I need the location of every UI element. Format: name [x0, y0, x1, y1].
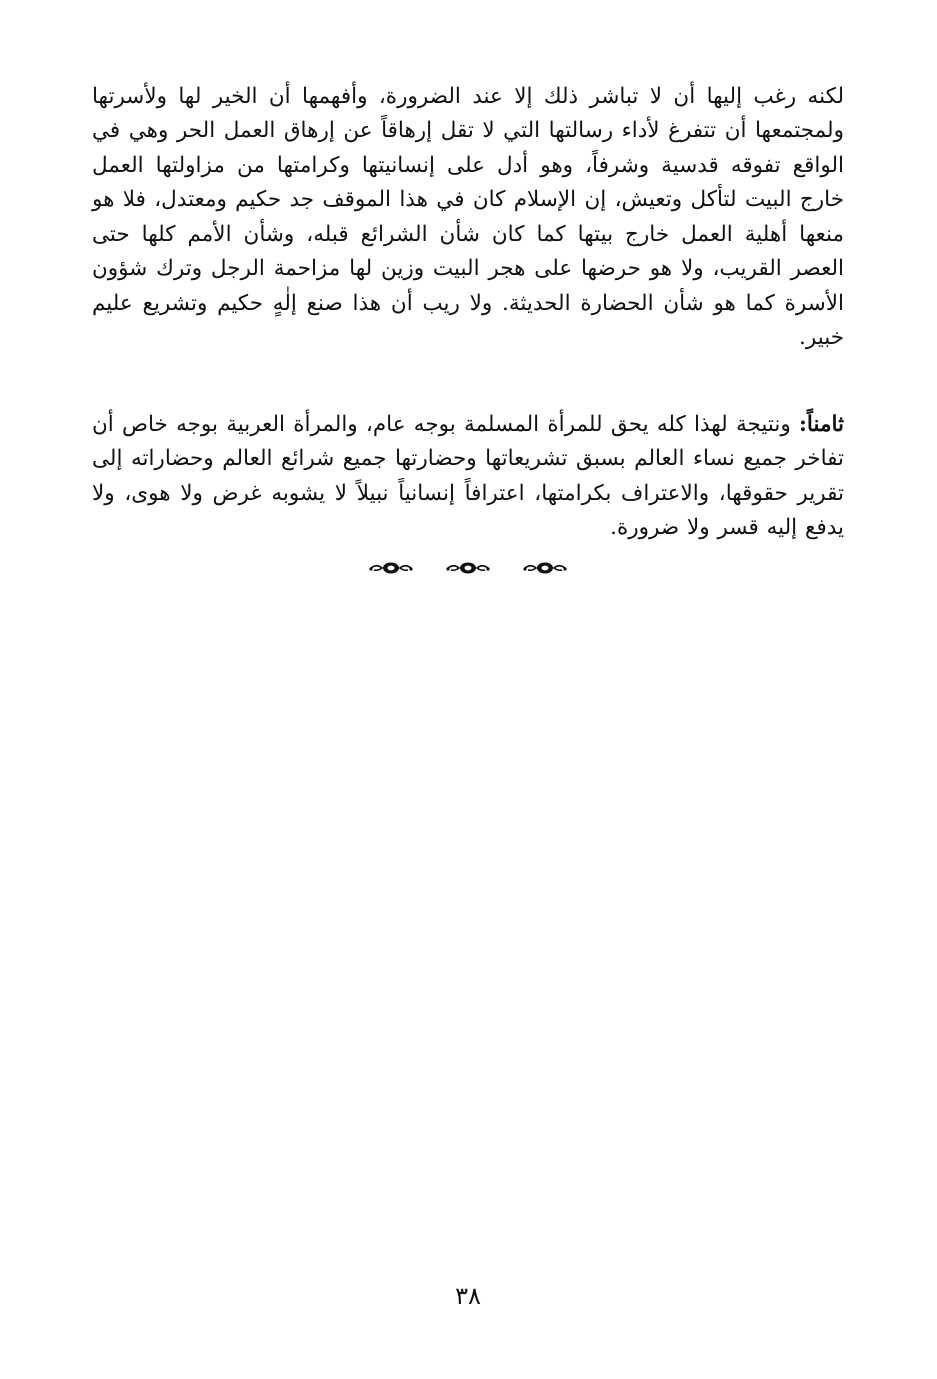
paragraph-lead-heading: ثامناً:	[798, 411, 844, 437]
body-paragraph-2	[92, 408, 844, 546]
section-divider-ornament	[368, 558, 568, 578]
ornament-icon	[522, 560, 568, 576]
page-number: ٣٨	[455, 1282, 481, 1310]
paragraph-2-text: ونتيجة لهذا كله يحق للمرأة المسلمة بوجه عام، والمرأة العربية بوجه خاص أن تفاخر جميع نساء العالم بسبق تشريعاتها وحضارتها جميع شرائع العالم وحضاراته إلى تقرير حقوقها، والاعتراف بكرامتها، اعترافاً إنسانياً نبيلاً لا يشوبه غرض ولا هوى، ولا يدفع إليه قسر ولا ضرورة.	[92, 411, 844, 540]
ornament-icon	[368, 560, 414, 576]
body-paragraph-1: لكنه رغب إليها أن لا تباشر ذلك إلا عند الضرورة، وأفهمها أن الخير لها ولأسرتها ولمجتمعها أن تتفرغ لأداء رسالتها التي لا تقل إرهاقاً عن إرهاق العمل الحر وهي في الواقع تفوقه قدسية وشرفاً، وهو أدل على إنسانيتها وكرامتها من مزاولتها العمل خارج البيت لتأكل وتعيش، إن الإسلام كان في هذا الموقف جد حكيم ومعتدل، فلا هو منعها أهلية العمل خارج بيتها كما كان شأن الشرائع قبله، وشأن الأمم كلها حتى العصر القريب، ولا هو حرضها على هجر البيت وزين لها مزاحمة الرجل وترك شؤون الأسرة كما هو شأن الحضارة الحديثة. ولا ريب أن هذا صنع إلٰهٍ حكيم وتشريع عليم خبير.	[92, 83, 844, 350]
ornament-icon	[445, 560, 491, 576]
